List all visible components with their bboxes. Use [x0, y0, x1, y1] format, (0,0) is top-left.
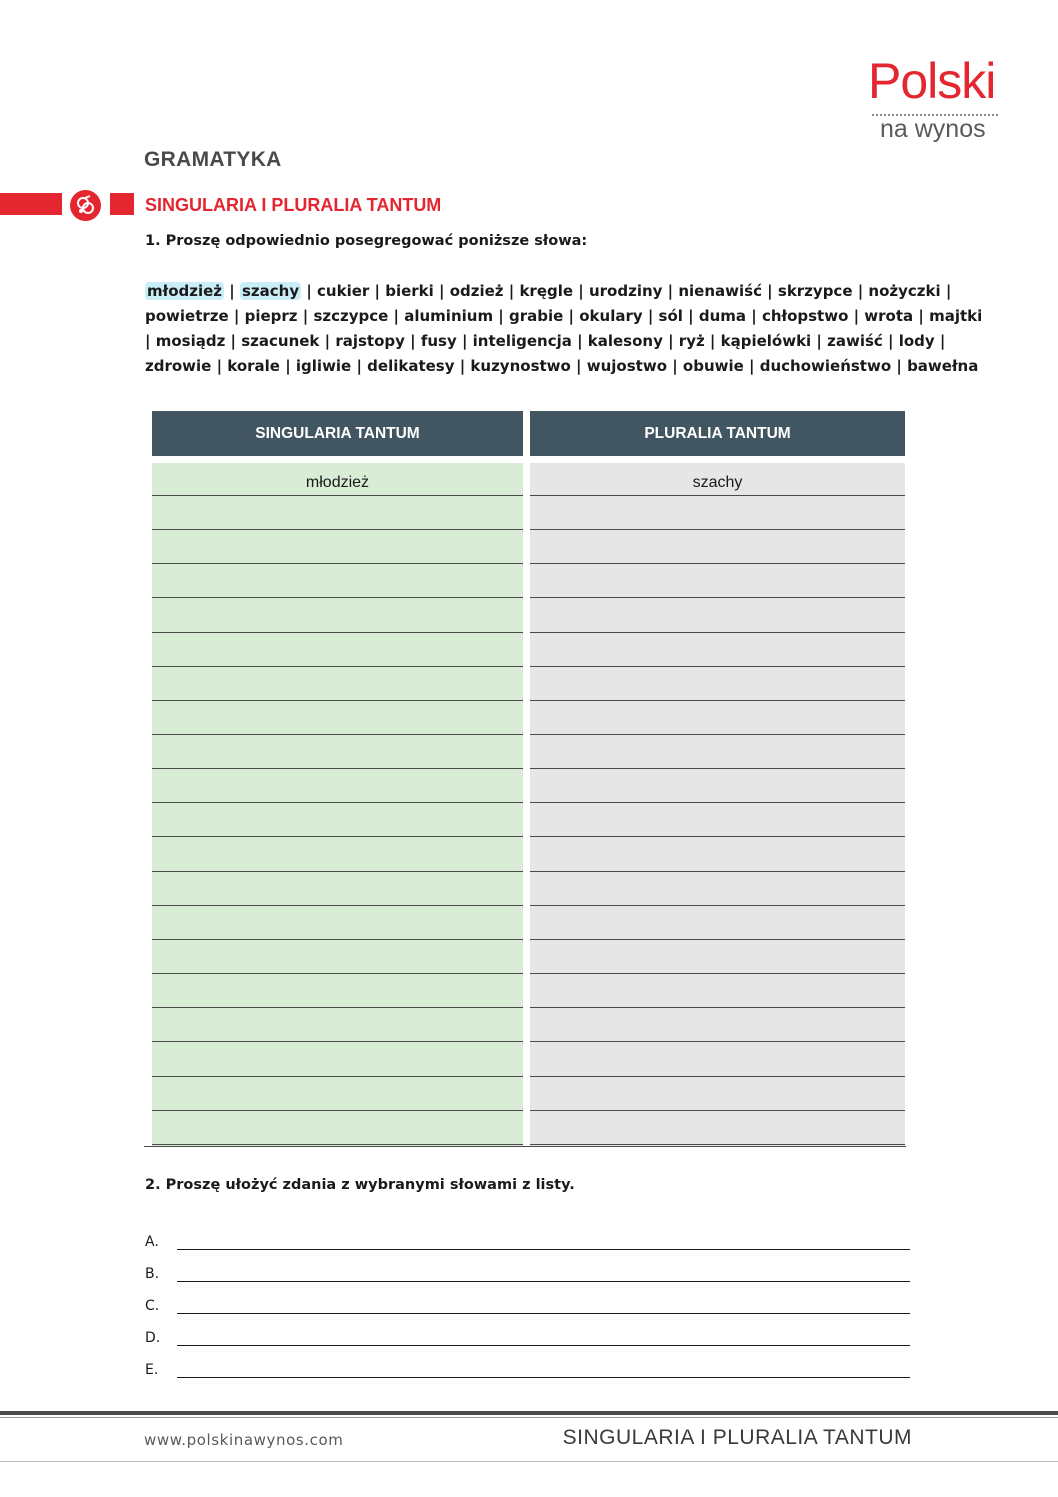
singularia-row[interactable]	[152, 496, 523, 530]
singularia-row[interactable]	[152, 803, 523, 837]
answer-line[interactable]	[145, 1360, 910, 1380]
task2-prompt: 2. Proszę ułożyć zdania z wybranymi słowami z listy.	[145, 1177, 575, 1193]
word-list	[145, 280, 983, 380]
singularia-row[interactable]	[152, 701, 523, 735]
singularia-row[interactable]	[152, 633, 523, 667]
accent-bar-left	[0, 193, 62, 215]
pluralia-row[interactable]	[530, 803, 905, 837]
pluralia-row[interactable]: szachy	[530, 463, 905, 496]
pluralia-row[interactable]	[530, 906, 905, 940]
singularia-row[interactable]	[152, 530, 523, 564]
singularia-row[interactable]	[152, 667, 523, 701]
pluralia-row[interactable]	[530, 701, 905, 735]
section-title: GRAMATYKA	[144, 148, 282, 171]
section-badge-icon	[70, 190, 101, 221]
answer-line[interactable]	[145, 1264, 910, 1284]
accent-bar-right	[110, 193, 134, 215]
singularia-row[interactable]	[152, 906, 523, 940]
footer-title-text: SINGULARIA I PLURALIA TANTUM	[562, 1426, 912, 1449]
singularia-row[interactable]: młodzież	[152, 463, 523, 496]
singularia-row[interactable]	[152, 940, 523, 974]
answer-blank[interactable]	[177, 1249, 910, 1250]
pluralia-row[interactable]	[530, 1008, 905, 1042]
table-bottom-rule	[144, 1146, 906, 1147]
singularia-row[interactable]	[152, 1008, 523, 1042]
singularia-row[interactable]	[152, 769, 523, 803]
word-line-3-text: | mosiądz | szacunek | rajstopy | fusy | inteligencja | kalesony | ryż | kąpielówki | zawiść | lody |	[145, 332, 946, 350]
answer-blank[interactable]	[177, 1313, 910, 1314]
word-line-4-text: zdrowie | korale | igliwie | delikatesy | kuzynostwo | wujostwo | obuwie | duchowieństwo | bawełna	[145, 357, 979, 375]
answer-blank[interactable]	[177, 1281, 910, 1282]
table-header-singularia: SINGULARIA TANTUM	[152, 411, 523, 456]
answer-label: D.	[145, 1330, 161, 1346]
footer-rule-thin	[0, 1417, 1058, 1418]
pluralia-row[interactable]	[530, 940, 905, 974]
logo-wordmark: Polski	[868, 53, 996, 109]
pluralia-row[interactable]	[530, 530, 905, 564]
pluralia-column	[530, 463, 905, 1146]
word-line-1-rest: | cukier | bierki | odzież | kręgle | urodziny | nienawiść | skrzypce | nożyczki |	[306, 282, 952, 300]
answer-label: E.	[145, 1362, 159, 1378]
singularia-row[interactable]	[152, 838, 523, 872]
word-line-1-text	[145, 280, 951, 305]
pluralia-row[interactable]	[530, 496, 905, 530]
singularia-column	[152, 463, 523, 1146]
table-header-pluralia: PLURALIA TANTUM	[530, 411, 905, 456]
footer-url: www.polskinawynos.com	[144, 1431, 344, 1449]
singularia-row[interactable]	[152, 872, 523, 906]
singularia-row[interactable]	[152, 735, 523, 769]
highlighted-word: młodzież	[147, 282, 223, 300]
word-line-3	[145, 330, 946, 355]
footer-bottom-rule	[0, 1461, 1058, 1462]
pluralia-row[interactable]	[530, 564, 905, 598]
footer-rule	[0, 1411, 1058, 1415]
pluralia-row[interactable]	[530, 735, 905, 769]
pluralia-row[interactable]	[530, 1042, 905, 1076]
singularia-row[interactable]	[152, 974, 523, 1008]
pluralia-row[interactable]	[530, 769, 905, 803]
logo-tagline: na wynos	[880, 115, 986, 143]
pluralia-row[interactable]	[530, 838, 905, 872]
pluralia-row[interactable]	[530, 974, 905, 1008]
answer-line[interactable]	[145, 1232, 910, 1252]
pluralia-row[interactable]	[530, 1077, 905, 1111]
singularia-row[interactable]	[152, 598, 523, 632]
pluralia-row[interactable]	[530, 598, 905, 632]
word-line-2-text: powietrze | pieprz | szczypce | aluminium | grabie | okulary | sól | duma | chłopstwo | wrota | majtki	[145, 307, 983, 325]
singularia-row[interactable]	[152, 1111, 523, 1145]
answer-label: B.	[145, 1266, 160, 1282]
pluralia-row[interactable]	[530, 1111, 905, 1145]
answer-line[interactable]	[145, 1328, 910, 1348]
answer-label: A.	[145, 1234, 159, 1250]
answer-line[interactable]	[145, 1296, 910, 1316]
singularia-row[interactable]	[152, 564, 523, 598]
separator: |	[229, 282, 235, 300]
answer-label: C.	[145, 1298, 160, 1314]
word-line-4	[145, 355, 979, 380]
brand-logo	[866, 53, 1006, 146]
footer-title	[563, 1426, 912, 1450]
word-line-2	[145, 305, 983, 330]
pluralia-row[interactable]	[530, 667, 905, 701]
word-line-1	[145, 280, 952, 305]
topic-title: SINGULARIA I PLURALIA TANTUM	[145, 195, 442, 215]
highlighted-word: szachy	[241, 282, 300, 300]
singularia-row[interactable]	[152, 1042, 523, 1076]
task1-prompt: 1. Proszę odpowiednio posegregować poniższe słowa:	[145, 233, 588, 249]
answer-blank[interactable]	[177, 1377, 910, 1378]
answer-blank[interactable]	[177, 1345, 910, 1346]
pluralia-row[interactable]	[530, 872, 905, 906]
singularia-row[interactable]	[152, 1077, 523, 1111]
pluralia-row[interactable]	[530, 633, 905, 667]
